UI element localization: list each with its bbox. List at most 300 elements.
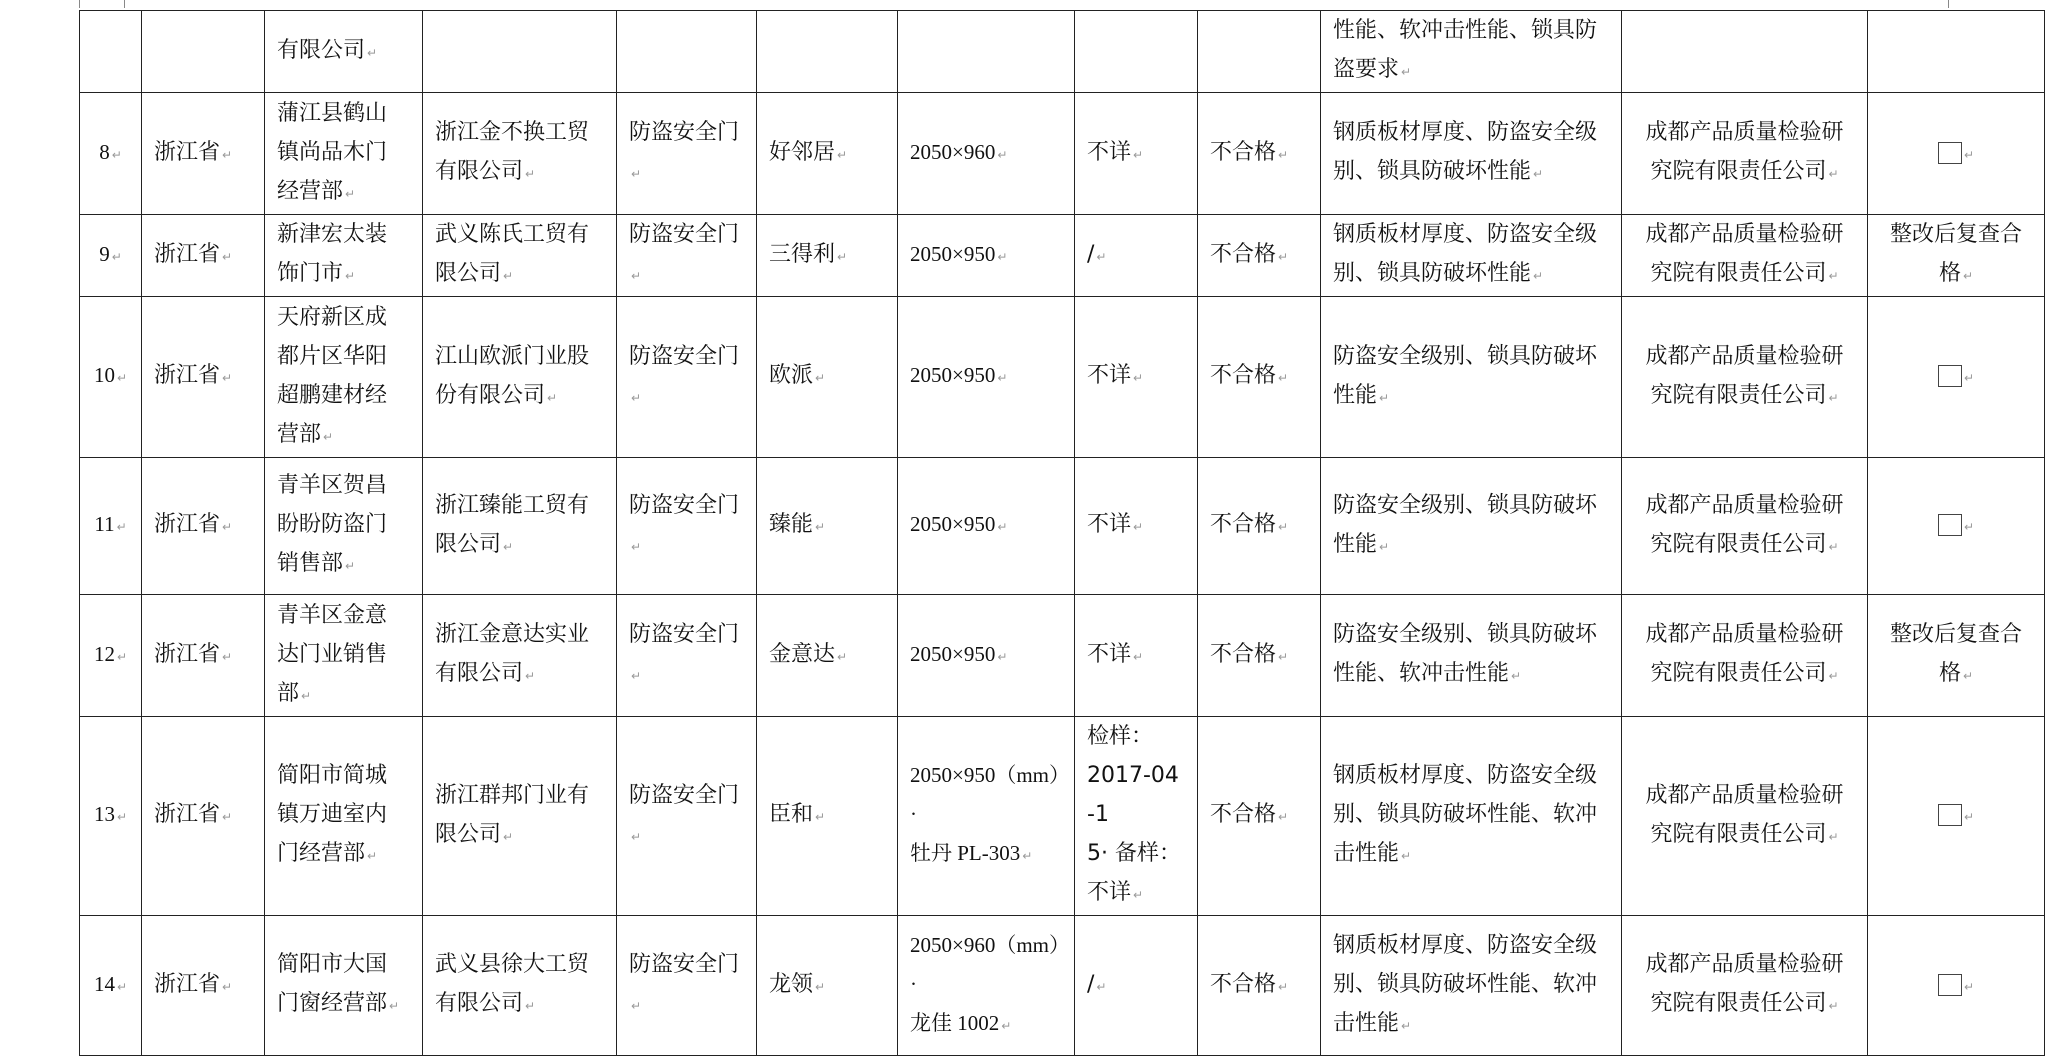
cell-manufacturer-text: 浙江群邦门业有: [435, 782, 590, 808]
cell-failed-items-line: [1333, 795, 1609, 834]
cell-date-text: 检样：: [1087, 724, 1154, 749]
cell-product-text: 防盗安全门: [629, 492, 740, 518]
cell-spec-line: [910, 834, 1062, 876]
cell-note-text: 整改后复查合格: [1889, 622, 2022, 686]
cell-product: [617, 215, 757, 297]
paragraph-mark: ↵: [1511, 669, 1522, 683]
cell-spec-line: [910, 133, 1062, 175]
cell-result-text: 不合格: [1210, 139, 1277, 165]
note-checkbox[interactable]: [1938, 514, 1962, 536]
cell-product-text: 防盗安全门: [629, 622, 740, 647]
cell-failed-items: [1321, 93, 1622, 215]
paragraph-mark: ↵: [1963, 810, 1975, 824]
cell-spec-text: 2050×960: [910, 139, 996, 164]
table-body: [80, 11, 2045, 1056]
paragraph-mark: ↵: [503, 829, 514, 844]
cell-lab: [1622, 916, 1868, 1056]
note-checkbox[interactable]: [1938, 142, 1962, 164]
cell-spec-text: 2050×950: [910, 641, 996, 666]
cell-date-line: [1087, 965, 1185, 1007]
cell-seller-text: 部: [277, 680, 300, 706]
cell-failed-items: [1321, 11, 1622, 93]
cell-manufacturer-text: 份有限公司: [435, 382, 546, 408]
cell-seller-text: 有限公司: [277, 37, 366, 63]
cell-failed-items-text: 钢质板材厚度、防盗安全级: [1333, 222, 1598, 247]
cell-failed-items-text: 性能: [1333, 382, 1378, 408]
cell-manufacturer-text: 有限公司: [435, 159, 524, 184]
paragraph-mark: ↵: [1278, 810, 1289, 824]
cell-product: [617, 297, 757, 458]
cell-seller: [265, 297, 423, 458]
cell-failed-items-line: [1333, 926, 1609, 965]
paragraph-mark: ↵: [116, 979, 128, 994]
cell-lab-text: 成都产品质量检验研: [1645, 120, 1844, 145]
cell-brand-text: 臣和: [769, 802, 814, 827]
cell-province-text: 浙江省: [154, 139, 221, 165]
cell-no: [80, 458, 142, 595]
cell-failed-items-text: 钢质板材厚度、防盗安全级: [1333, 120, 1598, 145]
cell-lab-line: [1634, 486, 1855, 525]
paragraph-mark: ↵: [389, 999, 400, 1013]
paragraph-mark: ↵: [1001, 1018, 1012, 1033]
cell-failed-items-text: 性能: [1333, 531, 1378, 557]
cell-brand: [757, 458, 898, 595]
cell-lab-line: [1634, 945, 1855, 984]
cell-date-line: [1087, 873, 1185, 915]
cell-manufacturer-line: [435, 152, 604, 194]
paragraph-mark: ↵: [1828, 167, 1839, 181]
table-row: [80, 717, 2045, 916]
cell-failed-items: [1321, 717, 1622, 916]
paragraph-mark: ↵: [1133, 520, 1144, 534]
cell-brand-text: 好邻居: [769, 139, 836, 165]
cell-brand-text: 金意达: [769, 641, 836, 667]
paragraph-mark: ↵: [1278, 649, 1289, 664]
cell-province-text: 浙江省: [154, 641, 221, 667]
cell-date: [1075, 215, 1198, 297]
cell-result-text: 不合格: [1210, 241, 1277, 267]
cell-province: [142, 595, 265, 717]
paragraph-mark: ↵: [837, 249, 848, 264]
paragraph-mark: ↵: [997, 147, 1008, 162]
paragraph-mark: ↵: [1022, 849, 1033, 863]
cell-lab-text: 究院有限责任公司: [1650, 261, 1827, 286]
page-top-marks: [0, 0, 2048, 10]
paragraph-mark: ↵: [837, 649, 848, 664]
paragraph-mark: ↵: [631, 167, 642, 181]
paragraph-mark: ↵: [525, 999, 536, 1013]
cell-manufacturer: [423, 717, 617, 916]
cell-manufacturer: [423, 297, 617, 458]
cell-spec-text: 牡丹 PL-303: [910, 841, 1021, 865]
cell-seller-line: [277, 945, 410, 984]
cell-manufacturer-text: 有限公司: [435, 661, 524, 686]
cell-failed-items-text: 防盗安全级别、锁具防破坏: [1333, 622, 1598, 647]
inspection-results-table: [79, 10, 2045, 1056]
cell-seller-text: 门经营部: [277, 841, 366, 866]
cell-lab: [1622, 458, 1868, 595]
paragraph-mark: ↵: [525, 167, 536, 181]
paragraph-mark: ↵: [631, 829, 642, 844]
paragraph-mark: ↵: [116, 649, 128, 664]
cell-result-text: 不合格: [1210, 802, 1277, 827]
cell-spec-line: [910, 926, 1062, 1004]
table-row: [80, 297, 2045, 458]
cell-no-text: 10: [93, 363, 115, 387]
cell-date-line: [1087, 834, 1185, 873]
cell-seller-text: 饰门市: [277, 261, 344, 286]
cell-no: [80, 215, 142, 297]
crop-mark-right: [1948, 0, 1949, 8]
cell-seller: [265, 717, 423, 916]
paragraph-mark: ↵: [116, 371, 128, 385]
cell-manufacturer-text: 有限公司: [435, 991, 524, 1016]
cell-seller-line: [277, 337, 410, 376]
cell-seller-text: 镇万迪室内: [277, 802, 388, 827]
cell-lab-line: [1634, 152, 1855, 194]
cell-result: [1198, 595, 1321, 717]
cell-lab-text: 究院有限责任公司: [1650, 821, 1827, 847]
cell-failed-items-text: 别、锁具防破坏性能、软冲: [1333, 971, 1598, 997]
cell-seller-text: 达门业销售: [277, 641, 388, 667]
cell-date-text: /: [1087, 241, 1095, 267]
cell-spec-line: [910, 356, 1062, 398]
cell-manufacturer-text: 武义县徐大工贸: [435, 952, 590, 977]
cell-note: [1868, 297, 2045, 458]
cell-seller: [265, 595, 423, 717]
cell-no-text: 14: [93, 971, 115, 996]
cell-date-line: [1087, 717, 1185, 756]
paragraph-mark: ↵: [837, 147, 848, 162]
cell-seller-text: 青羊区金意: [277, 602, 388, 628]
cell-manufacturer-text: 限公司: [435, 821, 502, 847]
note-checkbox[interactable]: [1938, 365, 1962, 387]
cell-product: [617, 93, 757, 215]
cell-province: [142, 458, 265, 595]
paragraph-mark: ↵: [1379, 539, 1390, 554]
paragraph-mark: ↵: [1401, 849, 1412, 863]
cell-lab-text: 究院有限责任公司: [1650, 159, 1827, 184]
paragraph-mark: ↵: [1401, 65, 1412, 79]
cell-lab: [1622, 717, 1868, 916]
cell-result-text: 不合格: [1210, 512, 1277, 537]
cell-product-text: 防盗安全门: [629, 120, 740, 145]
cell-spec: [898, 458, 1075, 595]
cell-result: [1198, 93, 1321, 215]
cell-spec-line: [910, 235, 1062, 277]
cell-seller-text: 营部: [277, 421, 322, 447]
paragraph-mark: ↵: [1278, 147, 1289, 162]
cell-manufacturer-line: [435, 984, 604, 1026]
cell-failed-items-line: [1333, 152, 1609, 194]
paragraph-mark: ↵: [222, 147, 233, 162]
cell-note: [1868, 215, 2045, 297]
cell-no-text: 8: [99, 139, 110, 164]
table-row: [80, 458, 2045, 595]
cell-date-text: 不详: [1087, 363, 1132, 388]
cell-lab-line: [1634, 113, 1855, 152]
cell-date: [1075, 93, 1198, 215]
cell-date-line: [1087, 756, 1185, 834]
cell-note: [1868, 93, 2045, 215]
paragraph-mark: ↵: [1096, 249, 1107, 264]
cell-date-text: 不详: [1087, 139, 1132, 165]
cell-no-text: 13: [93, 802, 115, 826]
cell-note: [1868, 595, 2045, 717]
table-row: [80, 916, 2045, 1056]
cell-seller-text: 简阳市简城: [277, 763, 388, 788]
table-row: [80, 595, 2045, 717]
cell-seller-line: [277, 254, 410, 296]
cell-failed-items-line: [1333, 965, 1609, 1004]
cell-failed-items-line: [1333, 254, 1609, 296]
cell-province: [142, 11, 265, 93]
cell-failed-items-line: [1333, 486, 1609, 525]
cell-lab-text: 成都产品质量检验研: [1645, 782, 1844, 808]
paragraph-mark: ↵: [1963, 371, 1975, 385]
paragraph-mark: ↵: [116, 520, 127, 534]
cell-lab-text: 成都产品质量检验研: [1645, 952, 1844, 977]
cell-lab: [1622, 11, 1868, 93]
cell-seller-text: 简阳市大国: [277, 952, 388, 977]
cell-province: [142, 215, 265, 297]
cell-product-text: 防盗安全门: [629, 952, 740, 977]
cell-date: [1075, 595, 1198, 717]
paragraph-mark: ↵: [525, 669, 536, 683]
cell-province-text: 浙江省: [154, 512, 221, 537]
paragraph-mark: ↵: [1828, 539, 1839, 554]
cell-result: [1198, 11, 1321, 93]
paragraph-mark: ↵: [367, 849, 378, 863]
paragraph-mark: ↵: [997, 371, 1008, 385]
cell-lab-text: 成都产品质量检验研: [1645, 622, 1844, 647]
paragraph-mark: ↵: [222, 249, 233, 264]
cell-date: [1075, 916, 1198, 1056]
cell-date-text: 2017-04-1: [1087, 763, 1179, 827]
cell-seller-line: [277, 984, 410, 1026]
cell-spec-text: 2050×950: [910, 512, 996, 536]
paragraph-mark: ↵: [345, 559, 356, 573]
cell-product: [617, 11, 757, 93]
cell-failed-items-line: [1333, 215, 1609, 254]
cell-date-line: [1087, 505, 1185, 547]
cell-product: [617, 458, 757, 595]
cell-seller: [265, 916, 423, 1056]
cell-note: [1868, 11, 2045, 93]
cell-lab: [1622, 595, 1868, 717]
paragraph-mark: ↵: [1962, 269, 1974, 283]
cell-manufacturer-text: 浙江臻能工贸有: [435, 492, 590, 518]
cell-product-text: 防盗安全门: [629, 222, 740, 247]
cell-manufacturer-text: 武义陈氏工贸有: [435, 222, 590, 247]
cell-seller-line: [277, 756, 410, 795]
cell-brand-text: 三得利: [769, 241, 836, 267]
cell-failed-items: [1321, 595, 1622, 717]
cell-lab-line: [1634, 254, 1855, 296]
cell-manufacturer-line: [435, 486, 604, 525]
cell-seller-line: [277, 376, 410, 415]
cell-result: [1198, 297, 1321, 458]
cell-spec-text: 2050×950: [910, 241, 996, 266]
cell-lab-text: 成都产品质量检验研: [1645, 222, 1844, 247]
cell-product-text: 防盗安全门: [629, 343, 740, 369]
cell-manufacturer: [423, 916, 617, 1056]
cell-failed-items-text: 别、锁具防破坏性能、软冲: [1333, 802, 1598, 827]
cell-failed-items-text: 盗要求: [1333, 57, 1400, 82]
paragraph-mark: ↵: [631, 999, 642, 1013]
cell-failed-items-text: 击性能: [1333, 841, 1400, 866]
cell-manufacturer-line: [435, 337, 604, 376]
cell-failed-items-line: [1333, 834, 1609, 876]
cell-failed-items-line: [1333, 654, 1609, 696]
cell-seller-line: [277, 635, 410, 674]
cell-failed-items-text: 防盗安全级别、锁具防破坏: [1333, 343, 1598, 369]
cell-seller-line: [277, 172, 410, 214]
cell-lab-text: 究院有限责任公司: [1650, 382, 1827, 408]
cell-failed-items: [1321, 215, 1622, 297]
cell-lab-line: [1634, 525, 1855, 567]
cell-seller-text: 青羊区贺昌: [277, 473, 388, 498]
cell-spec-line: [910, 635, 1062, 677]
cell-brand-text: 龙领: [769, 971, 814, 997]
cell-manufacturer-text: 浙江金意达实业: [435, 622, 590, 647]
cell-failed-items-text: 别、锁具防破坏性能: [1333, 159, 1532, 184]
paragraph-mark: ↵: [222, 649, 233, 664]
cell-no: [80, 11, 142, 93]
paragraph-mark: ↵: [222, 979, 233, 994]
cell-failed-items: [1321, 916, 1622, 1056]
cell-failed-items-line: [1333, 113, 1609, 152]
cell-manufacturer-text: 限公司: [435, 531, 502, 557]
cell-lab-text: 究院有限责任公司: [1650, 531, 1827, 557]
cell-lab-line: [1634, 776, 1855, 815]
paragraph-mark: ↵: [1828, 999, 1839, 1013]
cell-product-text: 防盗安全门: [629, 782, 740, 808]
note-checkbox[interactable]: [1938, 804, 1962, 826]
cell-date-text: 不详: [1087, 880, 1132, 905]
paragraph-mark: ↵: [631, 390, 642, 405]
table-row: [80, 215, 2045, 297]
cell-date-text: 不详: [1087, 641, 1132, 667]
cell-province-text: 浙江省: [154, 241, 221, 267]
cell-seller-line: [277, 596, 410, 635]
cell-product: [617, 595, 757, 717]
cell-spec-line: [910, 756, 1062, 834]
paragraph-mark: ↵: [815, 810, 826, 824]
paragraph-mark: ↵: [1278, 520, 1289, 534]
paragraph-mark: ↵: [345, 269, 356, 283]
cell-spec: [898, 11, 1075, 93]
paragraph-mark: ↵: [815, 979, 826, 994]
paragraph-mark: ↵: [1278, 979, 1289, 994]
cell-product: [617, 916, 757, 1056]
cell-province-text: 浙江省: [154, 971, 221, 997]
cell-failed-items: [1321, 297, 1622, 458]
cell-no: [80, 717, 142, 916]
cell-spec-text: 2050×950: [910, 363, 996, 387]
cell-spec-line: [910, 505, 1062, 547]
paragraph-mark: ↵: [1379, 390, 1390, 405]
cell-manufacturer-line: [435, 654, 604, 696]
cell-failed-items-line: [1333, 525, 1609, 567]
paragraph-mark: ↵: [631, 669, 642, 683]
paragraph-mark: ↵: [997, 520, 1008, 534]
cell-seller-line: [277, 544, 410, 586]
cell-manufacturer: [423, 458, 617, 595]
cell-failed-items-line: [1333, 615, 1609, 654]
cell-seller: [265, 458, 423, 595]
cell-spec: [898, 297, 1075, 458]
cell-failed-items-text: 击性能: [1333, 1010, 1400, 1036]
cell-manufacturer-line: [435, 615, 604, 654]
paragraph-mark: ↵: [631, 539, 642, 554]
cell-brand: [757, 215, 898, 297]
cell-result: [1198, 916, 1321, 1056]
paragraph-mark: ↵: [1963, 520, 1975, 534]
cell-failed-items-text: 钢质板材厚度、防盗安全级: [1333, 763, 1598, 788]
cell-failed-items-text: 防盗安全级别、锁具防破坏: [1333, 492, 1598, 518]
cell-seller-text: 都片区华阳: [277, 343, 388, 369]
cell-seller: [265, 215, 423, 297]
cell-spec: [898, 93, 1075, 215]
cell-date-line: [1087, 356, 1185, 398]
cell-no: [80, 93, 142, 215]
paragraph-mark: ↵: [1096, 979, 1107, 994]
cell-spec: [898, 215, 1075, 297]
paragraph-mark: ↵: [815, 371, 826, 385]
cell-spec-text: 2050×960（mm）·: [910, 932, 1060, 996]
cell-seller-text: 超鹏建材经: [277, 382, 388, 408]
paragraph-mark: ↵: [222, 810, 233, 824]
cell-lab: [1622, 215, 1868, 297]
paragraph-mark: ↵: [997, 249, 1008, 264]
cell-spec-text: 龙佳 1002: [910, 1010, 1000, 1035]
cell-note: [1868, 717, 2045, 916]
paragraph-mark: ↵: [1963, 979, 1975, 994]
note-checkbox[interactable]: [1938, 974, 1962, 996]
cell-no-text: 12: [93, 641, 115, 666]
cell-brand: [757, 297, 898, 458]
cell-seller-text: 蒲江县鹤山: [277, 100, 388, 126]
paragraph-mark: ↵: [1828, 269, 1839, 283]
cell-seller-line: [277, 834, 410, 876]
cell-spec: [898, 595, 1075, 717]
cell-lab-line: [1634, 654, 1855, 696]
paragraph-mark: ↵: [111, 249, 122, 264]
cell-seller-text: 经营部: [277, 178, 344, 204]
paragraph-mark: ↵: [1963, 147, 1975, 162]
paragraph-mark: ↵: [815, 520, 826, 534]
cell-manufacturer-line: [435, 815, 604, 857]
paragraph-mark: ↵: [222, 371, 233, 385]
paragraph-mark: ↵: [116, 810, 128, 824]
cell-lab-line: [1634, 615, 1855, 654]
cell-seller-text: 门窗经营部: [277, 991, 388, 1016]
paragraph-mark: ↵: [1278, 371, 1289, 385]
cell-seller-line: [277, 133, 410, 172]
cell-lab-text: 成都产品质量检验研: [1645, 343, 1844, 369]
cell-note: [1868, 916, 2045, 1056]
paragraph-mark: ↵: [547, 390, 558, 405]
cell-lab-line: [1634, 815, 1855, 857]
cell-seller-line: [277, 94, 410, 133]
paragraph-mark: ↵: [1828, 669, 1839, 683]
cell-manufacturer-line: [435, 113, 604, 152]
cell-seller-text: 盼盼防盗门: [277, 512, 388, 537]
paragraph-mark: ↵: [367, 45, 378, 60]
cell-spec: [898, 717, 1075, 916]
cell-seller-line: [277, 466, 410, 505]
